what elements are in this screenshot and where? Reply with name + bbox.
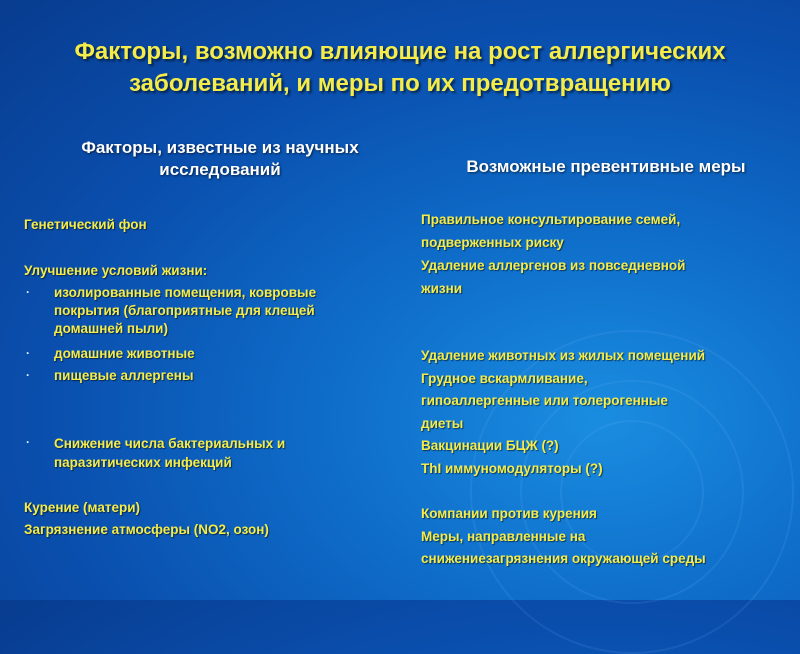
measure-line: Меры, направленные на: [421, 529, 586, 544]
factor-genetic: Генетический фон: [24, 217, 147, 232]
left-header-line-2: исследований: [159, 160, 281, 179]
slide-title-line-2: заболеваний, и меры по их предотвращению: [129, 70, 671, 97]
slide-title: [0, 36, 800, 100]
factor-living-conditions: Улучшение условий жизни:: [24, 263, 208, 278]
bullet-marker: ·: [26, 435, 30, 449]
factor-bullet-pets: домашние животные: [54, 346, 195, 361]
measure-line: жизни: [421, 281, 463, 296]
measure-line: диеты: [421, 416, 464, 431]
measure-line: Правильное консультирование семей,: [421, 212, 681, 227]
measure-line: гипоаллергенные или толерогенные: [421, 393, 668, 408]
factor-smoking: Курение (матери): [24, 500, 141, 515]
measure-line: подверженных риску: [421, 235, 564, 250]
factor-bullet-infections: Снижение числа бактериальных и паразитических инфекций: [54, 436, 286, 470]
factor-bullet-insulated-rooms: изолированные помещения, ковровые покрытия (благоприятные для клещей домашней пыли): [54, 285, 317, 336]
measure-line: снижениезагрязнения окружающей среды: [421, 551, 706, 566]
bullet-marker: ·: [26, 346, 30, 360]
bullet-marker: ·: [26, 285, 30, 299]
bullet-marker: ·: [26, 368, 30, 382]
measure-line: Компании против курения: [421, 506, 597, 521]
measure-line: Грудное вскармливание,: [421, 371, 588, 386]
factor-pollution: Загрязнение атмосферы (NO2, озон): [24, 522, 269, 537]
right-column-header: Возможные превентивные меры: [466, 157, 746, 176]
measure-line: ThI иммуномодуляторы (?): [421, 461, 603, 476]
measure-line: Вакцинации БЦЖ (?): [421, 438, 559, 453]
slide-title-line-1: Факторы, возможно влияющие на рост аллергических: [74, 38, 726, 65]
left-header-line-1: Факторы, известные из научных: [81, 138, 359, 157]
left-column-header: [20, 137, 420, 181]
factor-bullet-food-allergens: пищевые аллергены: [54, 368, 194, 383]
measure-line: Удаление животных из жилых помещений: [421, 348, 706, 363]
measure-line: Удаление аллергенов из повседневной: [421, 258, 686, 273]
